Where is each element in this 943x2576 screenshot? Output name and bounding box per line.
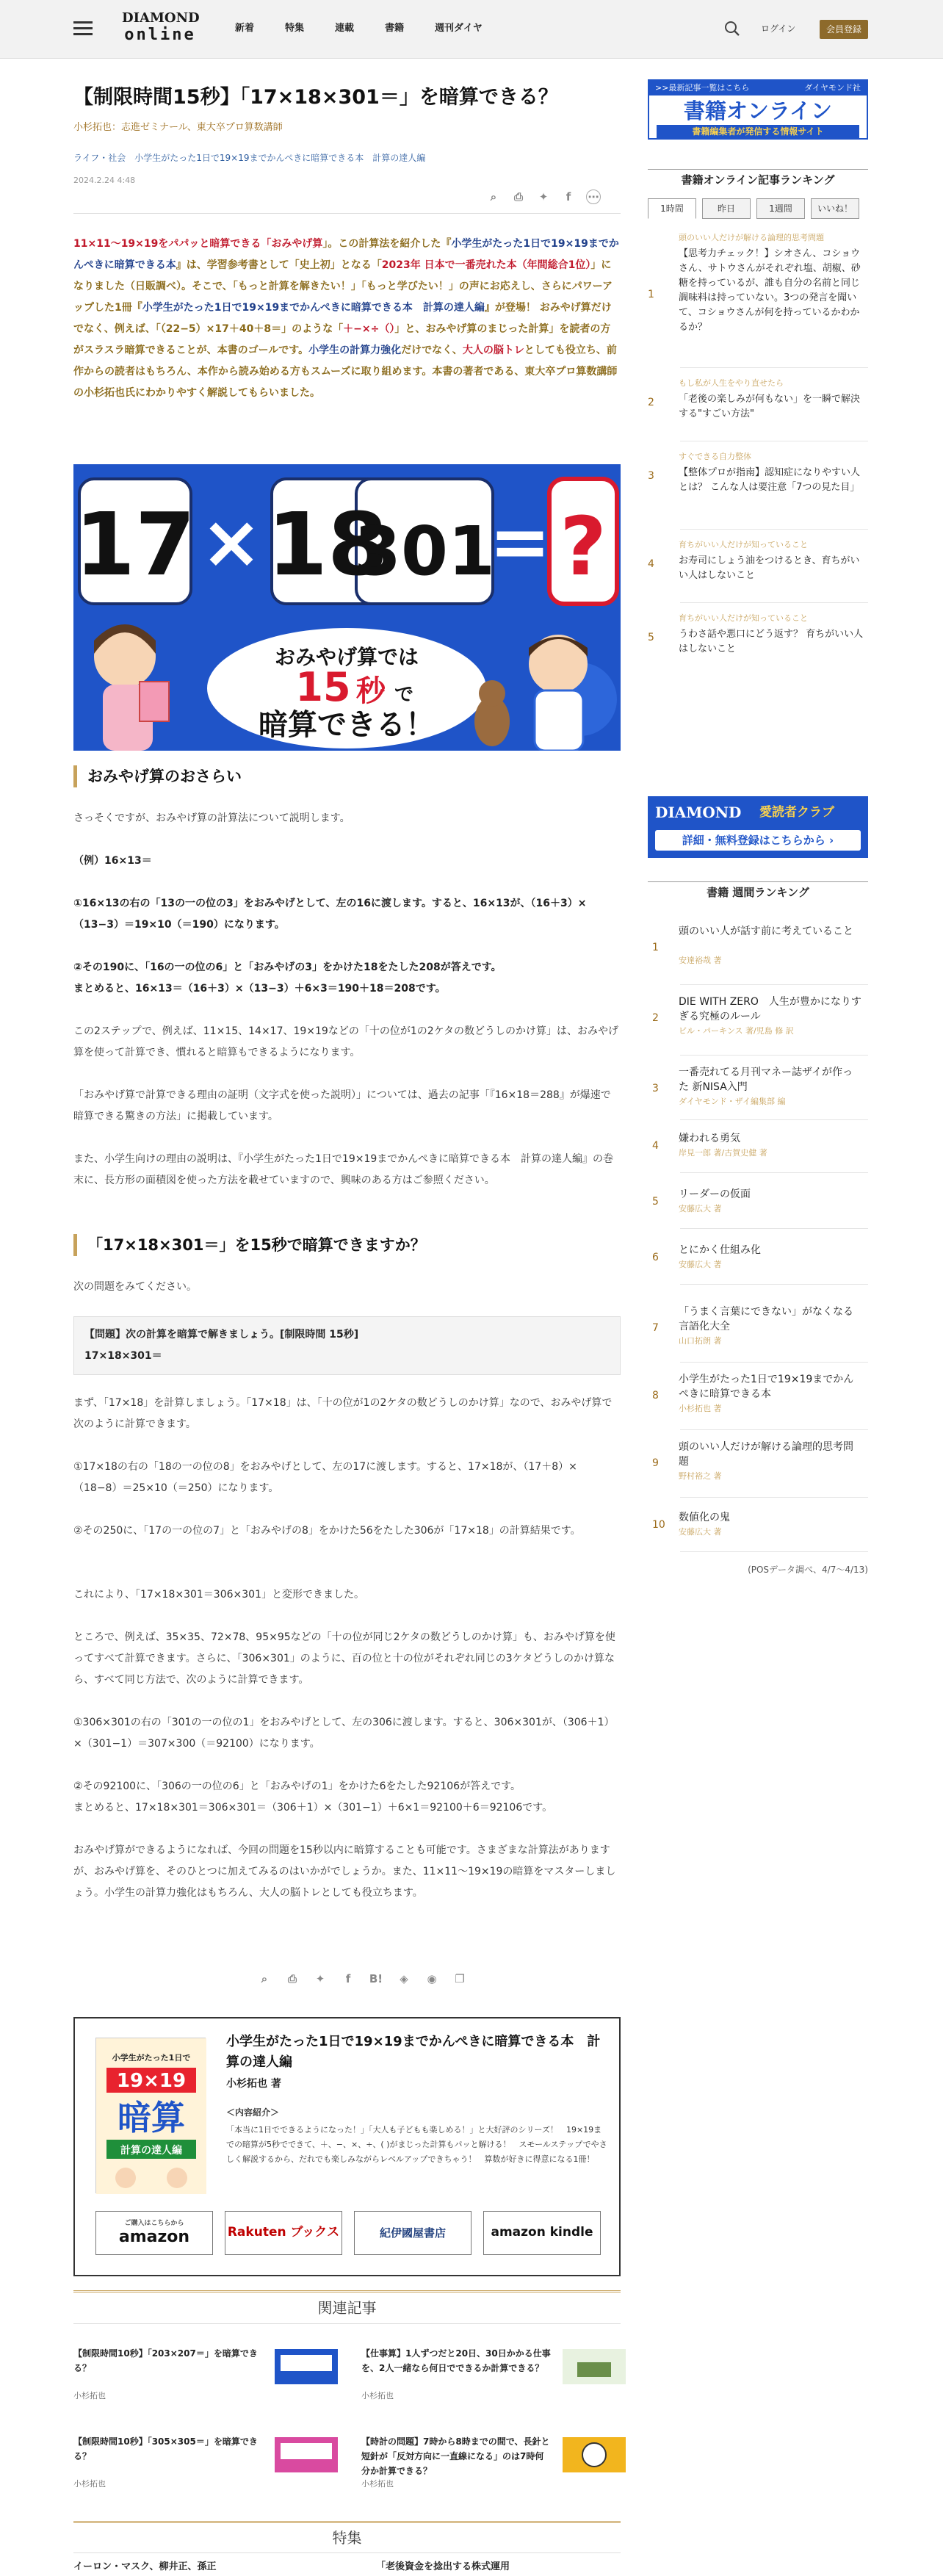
banner-top-link: >>最新記事一覧はこちら [655, 83, 750, 93]
paragraph: この2ステップで、例えば、11×15、14×17、19×19などの「十の位が1の2ケタの数どうしのかけ算」は、おみやげ算を使って計算でき、慣れると暗算もできるようになります。 [73, 1025, 618, 1058]
divider [680, 1362, 868, 1363]
item-title: 頭のいい人が話す前に考えていること [679, 926, 853, 937]
twitter-icon[interactable]: ✦ [538, 190, 549, 203]
nav-new[interactable]: 新着 [235, 23, 255, 34]
rank-number: 8 [652, 1390, 659, 1401]
site-logo[interactable]: DIAMOND online [122, 10, 200, 44]
book-author: 野村裕之 著 [679, 1471, 722, 1481]
item-title: 【整体プロが指南】認知症になりやすい人とは？ こんな人は要注意「7つの見た目」 [679, 467, 861, 493]
book-ranking-item[interactable] [648, 1187, 868, 1246]
step-3: ①306×301の右の「301の一の位の1」をおみやげとして、左の306に渡します。すると、306×301が、（306＋1）×（301−1）＝307×300（＝92100）になります。 [73, 1717, 615, 1750]
nav-features[interactable]: 特集 [285, 23, 305, 34]
divider [680, 1551, 868, 1552]
book-desc-heading: ＜内容紹介＞ [226, 2107, 280, 2118]
book-cover[interactable] [95, 2038, 206, 2193]
nav-series[interactable]: 連載 [335, 23, 355, 34]
nav-books[interactable]: 書籍 [385, 23, 405, 34]
ranking-item[interactable] [648, 539, 868, 591]
book-author: 安藤広大 著 [679, 1204, 722, 1213]
article-date: 2024.2.24 4:48 [73, 176, 136, 185]
books-online-banner[interactable] [648, 79, 868, 140]
store-rakuten[interactable]: Rakuten ブックス [225, 2211, 342, 2255]
paragraph: ところで、例えば、35×35、72×78、95×95などの「十の位が同じ2ケタの数どうしのかけ算」も、おみやげ算を使ってすべて計算できます。さらに、「306×301」のように、百の位と十の位がそれぞれ同じの3ケタどうしのかけ算なら、すべて同じ方法で、次のように計算できます。 [73, 1631, 615, 1686]
svg-text:×: × [200, 499, 262, 585]
divider [680, 1284, 868, 1285]
related-item[interactable]: 【時計の問題】7時から8時までの間で、長針と短針が「反対方向に一直線になる」のは7時何分か計算できる？ 小杉拓也 [361, 2434, 626, 2493]
share-bar-top [486, 190, 601, 204]
twitter-icon[interactable]: ✦ [315, 1971, 325, 1985]
book-title[interactable]: 小学生がたった1日で19×19までかんぺきに暗算できる本 計算の達人編 [226, 2034, 601, 2070]
lead-segment: ＋−×÷（） [343, 323, 395, 335]
feature-item[interactable]: 「老後資金を捻出する株式運用 [376, 2561, 510, 2572]
divider [680, 1497, 868, 1498]
problem-box [73, 1316, 621, 1375]
svg-text:19×19: 19×19 [116, 2070, 187, 2092]
rank-number: 3 [652, 1083, 659, 1094]
paragraph: まず、「17×18」を計算しましょう。「17×18」は、「十の位が1の2ケタの数どうしのかけ算」なので、おみやげ算で次のように計算できます。 [73, 1397, 613, 1430]
item-title: DIE WITH ZERO 人生が豊かになりすぎる究極のルール [679, 996, 861, 1022]
rank-number: 1 [652, 942, 659, 953]
svg-text:小学生がたった1日で: 小学生がたった1日で [112, 2053, 191, 2063]
feature-heading: 特集 [73, 2521, 621, 2553]
item-title: うわさ話や悪口にどう返す？ 育ちがいい人はしないこと [679, 629, 864, 654]
paragraph-proof-link[interactable]: 「おみやげ算で計算できる理由の証明（文字式を使った説明）」については、過去の記事「『16×18＝288』が爆速で暗算できる驚きの方法」に掲載しています。 [73, 1089, 611, 1122]
line-icon[interactable]: ◉ [427, 1971, 437, 1985]
related-thumbnail [275, 2349, 338, 2384]
item-title: 【思考力チェック！】シオさん、コショウさん、サトウさんがそれぞれ塩、胡椒、砂糖を持っているが、誰も自分の名前と同じ調味料は持っていない。3つの発言を聞いて、コショウさんが何を持っているかわかるか？ [679, 248, 861, 333]
book-author: 安藤広大 著 [679, 1527, 722, 1537]
banner-brand: ダイヤモンド社 [804, 83, 861, 93]
store-amazon[interactable]: ご購入はこちらから amazon [95, 2211, 213, 2255]
lead-segment: 11×11〜19×19をパパッと暗算できる「 [73, 238, 272, 250]
tab-yesterday[interactable]: 昨日 [702, 198, 751, 219]
login-link[interactable]: ログイン [761, 24, 796, 34]
lead-segment[interactable]: 小学生がたった1日で19×19までかんぺきに暗算できる本 [73, 238, 619, 271]
lead-segment: 」。この計算法を紹介した『 [322, 238, 452, 250]
step-2-summary: まとめると、16×13＝（16＋3）×（13−3）＋6×3＝190＋18＝208です。 [73, 983, 446, 995]
series-label: すぐできる自力整体 [679, 452, 751, 461]
item-title: 嫌われる勇気 [679, 1133, 740, 1144]
section-heading-review: おみやげ算のおさらい [73, 765, 621, 787]
item-title: 一番売れてる月刊マネー誌ザイが作った 新NISA入門 [679, 1067, 853, 1093]
rank-number: 2 [648, 397, 654, 408]
nav-weekly[interactable]: 週刊ダイヤ [435, 23, 483, 34]
related-thumbnail [563, 2437, 626, 2472]
facebook-icon[interactable]: f [345, 1971, 351, 1985]
svg-text:計算の達人編: 計算の達人編 [120, 2145, 182, 2157]
item-title: 頭のいい人だけが解ける論理的思考問題 [679, 1441, 853, 1468]
hero-caption1: おみやげ算では [274, 645, 419, 669]
store-kindle[interactable]: amazon kindle [483, 2211, 601, 2255]
book-author: ビル・パーキンス 著/児島 修 訳 [679, 1026, 794, 1036]
clip-icon[interactable]: ⌕ [490, 190, 497, 203]
hero-caption3: 暗算できる！ [259, 708, 435, 742]
related-item[interactable]: 【仕事算】1人ずつだと20日、30日かかる仕事を、2人一緒なら何日でできるか計算できる？ 小杉拓也 [361, 2346, 626, 2405]
lead-segment[interactable]: 小学生がたった1日で19×19までかんぺきに暗算できる本 計算の達人編 [142, 302, 485, 314]
author-line[interactable]: 小杉拓也：志進ゼミナール、東大卒プロ算数講師 [73, 122, 283, 133]
section-heading-problem: 「17×18×301＝」を15秒で暗算できますか？ [73, 1234, 621, 1256]
step-4: ②その92100に、「306の一の位の6」と「おみやげの1」をかけた6をたした92106が答えです。 [73, 1781, 521, 1792]
rank-number: 10 [652, 1519, 665, 1531]
club-title: 愛読者クラブ [759, 805, 834, 820]
lead-segment: 2023年 日本で一番売れた本（年間総合1位） [381, 259, 591, 271]
tab-1hour[interactable]: 1時間 [648, 198, 696, 219]
series-label: 育ちがいい人だけが知っていること [679, 540, 808, 549]
book-author: 岸見一郎 著/古賀史健 著 [679, 1148, 767, 1158]
facebook-icon[interactable]: f [566, 190, 571, 203]
book-ranking-item[interactable] [648, 995, 868, 1053]
rank-number: 7 [652, 1322, 659, 1334]
divider [680, 1172, 868, 1173]
divider [680, 367, 868, 368]
divider [680, 1119, 868, 1120]
pos-data-note: (POSデータ調べ、4/7〜4/13) [748, 1565, 868, 1575]
book-author: ダイヤモンド・ザイ編集部 編 [679, 1097, 786, 1106]
problem-statement: 【問題】次の計算を暗算で解きましょう。[制限時間 15秒] [84, 1329, 359, 1341]
lead-segment: としても役立ち、前作からの読者はもちろん、本作から読み始める方もスムーズに取り組めます。本書の著者である、東大卒プロ算数講師の小杉拓也氏にわかりやすく解説してもらいました。 [73, 344, 618, 399]
hero-num3: 301 [353, 512, 496, 591]
ranking-item[interactable] [648, 232, 868, 357]
club-brand: DIAMOND [655, 804, 742, 821]
book-ranking-item[interactable] [648, 1305, 868, 1363]
related-item[interactable]: 【制限時間10秒】「203×207＝」を暗算できる？ 小杉拓也 [73, 2346, 338, 2405]
related-thumbnail [275, 2437, 338, 2472]
book-ranking-heading: 書籍 週間ランキング [648, 881, 868, 903]
site-header [0, 0, 943, 59]
related-item[interactable]: 【制限時間10秒】「305×305＝」を暗算できる？ 小杉拓也 [73, 2434, 338, 2493]
copy-icon[interactable]: ❐ [455, 1971, 465, 1985]
club-register-link: 詳細・無料登録はこちらから › [655, 830, 861, 851]
lead-segment: 』は、学習参考書として「史上初」となる「 [176, 259, 382, 271]
book-author: 安藤広大 著 [679, 1260, 722, 1269]
lead-segment: 』が登場！ おみやげ算だけでなく、例えば、「（22−5）×17＋40＋8＝」のような「 [73, 302, 612, 335]
related-heading: 関連記事 [73, 2290, 621, 2324]
paragraph: 次の問題をみてください。 [73, 1281, 197, 1293]
ranking-heading: 書籍オンライン記事ランキング [648, 169, 868, 190]
book-author: 安達裕哉 著 [679, 956, 722, 965]
paragraph: さっそくですが、おみやげ算の計算法について説明します。 [73, 812, 350, 824]
hero-num1: 17 [74, 494, 196, 595]
item-title: 「老後の楽しみが何もない」を一瞬で解決する"すごい方法" [679, 394, 861, 419]
lead-segment[interactable]: 小学生の計算力強化 [308, 344, 402, 356]
rank-number: 4 [652, 1140, 659, 1152]
lead-segment: おみやげ算 [271, 238, 323, 250]
book-ranking-item[interactable] [648, 1131, 868, 1190]
book-promo [73, 2017, 621, 2276]
lead-segment: 大人の脳トレ [462, 344, 524, 356]
lead-segment: 」と、おみやげ算のまじった計算」を読者の方がスラスラ暗算できることが、本書のゴールです。 [73, 323, 611, 356]
rank-number: 9 [652, 1457, 659, 1469]
problem-expression: 17×18×301＝ [84, 1350, 162, 1362]
rank-number: 4 [648, 558, 654, 570]
item-title: 小学生がたった1日で19×19までかんぺきに暗算できる本 [679, 1374, 854, 1400]
hero-caption-num: 15 [295, 664, 351, 710]
rank-number: 1 [648, 289, 654, 300]
step-4-summary: まとめると、17×18×301＝306×301＝（306＋1）×（301−1）＋6×1＝92100＋6＝92106です。 [73, 1802, 553, 1814]
hatena-icon[interactable]: B! [369, 1971, 383, 1985]
main-nav [235, 21, 501, 37]
search-icon[interactable] [724, 21, 740, 37]
clip-icon[interactable]: ⌕ [261, 1971, 268, 1985]
divider [680, 529, 868, 530]
feature-item[interactable]: イーロン・マスク、柳井正、孫正 [73, 2561, 217, 2572]
reader-club-banner[interactable] [648, 796, 868, 858]
menu-icon[interactable] [73, 21, 93, 36]
book-ranking-item[interactable] [648, 1372, 868, 1431]
item-title: リーダーの仮面 [679, 1188, 751, 1200]
example-label: （例）16×13＝ [73, 855, 152, 867]
lead-segment: 」になりました（日販調べ）。そこで、「もっと計算を解きたい！」「もっと学びたい！」の声にお応えし、さらにパワーアップした1冊『 [73, 259, 613, 314]
book-author: 山口拓朗 著 [679, 1336, 722, 1346]
item-title: 数値化の鬼 [679, 1512, 730, 1523]
ranking-item[interactable] [648, 613, 868, 664]
rank-number: 5 [648, 632, 654, 643]
article-lead [73, 234, 621, 404]
item-title: 「うまく言葉にできない」がなくなる 言語化大全 [679, 1306, 853, 1332]
share-bar-bottom [257, 1971, 467, 1986]
hero-question: ? [560, 499, 607, 594]
rank-number: 5 [652, 1196, 659, 1208]
book-description: 「本当に1日でできるようになった！」「大人も子どもも楽しめる！」と大好評のシリーズ！ 19×19までの暗算が5秒でできて、＋、−、×、÷、( )がまじった計算もパッと解ける！ スモールステップでやさしく解説するから、だれでも楽しみながらレベルアップできちゃう！ 算数が好きに得意になる1冊！ [226, 2125, 607, 2164]
banner-subtitle: 書籍編集者が発信する情報サイト [657, 125, 859, 138]
banner-title: 書籍オンライン [683, 98, 833, 123]
item-title: お寿司にしょう油をつけるとき、育ちがいい人はしないこと [679, 555, 860, 581]
book-ranking-item[interactable] [648, 924, 868, 983]
svg-text:=: = [489, 499, 551, 585]
divider [680, 1228, 868, 1229]
print-icon[interactable]: ⎙ [513, 190, 523, 203]
lead-segment: だけでなく、 [401, 344, 463, 356]
rank-number: 3 [648, 470, 654, 482]
series-label: もし私が人生をやり直せたら [679, 378, 784, 388]
step-1: ①16×13の右の「13の一の位の3」をおみやげとして、左の16に渡します。すると、16×13が、（16＋3）×（13−3）＝19×10（＝190）になります。 [73, 898, 587, 931]
step-2: ②その190に、「16の一の位の6」と「おみやげの3」をかけた18をたした208が答えです。 [73, 962, 502, 973]
paragraph-conclusion: おみやげ算ができるようになれば、今回の問題を15秒以内に暗算することも可能です。さまざまな計算法がありますが、おみやげ算を、そのひとつに加えてみるのはいかがでしょうか。また、11×11〜19×19の暗算をマスターしましょう。小学生の計算力強化はもちろん、大人の脳トレとしても役立ちます。 [73, 1844, 616, 1899]
series-label: 頭のいい人だけが解ける論理的思考問題 [679, 233, 824, 242]
hero-image [73, 464, 621, 751]
tab-1week[interactable]: 1週間 [756, 198, 805, 219]
divider [73, 213, 621, 214]
pocket-icon[interactable]: ◈ [400, 1971, 408, 1985]
article-title: 【制限時間15秒】「17×18×301＝」を暗算できる？ [73, 86, 558, 109]
item-title: とにかく仕組み化 [679, 1244, 761, 1256]
divider [680, 984, 868, 985]
divider [680, 1055, 868, 1056]
book-ranking-item[interactable] [648, 1065, 868, 1124]
hero-caption-tail: で [394, 684, 414, 706]
register-button[interactable]: 会員登録 [820, 20, 868, 39]
book-cover-art [96, 2038, 206, 2194]
ranking-tabs [648, 198, 865, 219]
rank-number: 2 [652, 1012, 659, 1024]
ranking-item[interactable] [648, 451, 868, 502]
step-1: ①17×18の右の「18の一の位の8」をおみやげとして、左の17に渡します。すると、17×18が、（17＋8）×（18−8）＝25×10（＝250）になります。 [73, 1461, 577, 1494]
hero-illustration [73, 464, 621, 751]
series-label: 育ちがいい人だけが知っていること [679, 613, 808, 623]
hero-caption-unit: 秒 [356, 674, 386, 708]
more-icon[interactable]: ⋯ [586, 190, 601, 204]
paragraph: これにより、「17×18×301＝306×301」と変形できました。 [73, 1589, 364, 1601]
book-ranking-item[interactable] [648, 1440, 868, 1498]
rank-number: 6 [652, 1252, 659, 1263]
book-ranking-item[interactable] [648, 1510, 868, 1569]
article-categories[interactable]: ライフ・社会 小学生がたった1日で19×19までかんぺきに暗算できる本 計算の達人編 [73, 153, 426, 163]
related-thumbnail [563, 2349, 626, 2384]
step-2: ②その250に、「17の一の位の7」と「おみやげの8」をかけた56をたした306が「17×18」の計算結果です。 [73, 1525, 581, 1537]
book-ranking-item[interactable] [648, 1243, 868, 1302]
book-author: 小杉拓也 著 [679, 1404, 722, 1413]
paragraph: また、小学生向けの理由の説明は、『小学生がたった1日で19×19までかんぺきに暗算できる本 計算の達人編』の巻末に、長方形の面積図を使った方法を載せていますので、興味のある方はご参照ください。 [73, 1153, 613, 1186]
divider [680, 602, 868, 603]
ranking-item[interactable] [648, 378, 868, 429]
hero-num2: 18 [267, 494, 389, 595]
book-author: 小杉拓也 著 [226, 2078, 281, 2090]
store-kinokuniya[interactable]: 紀伊國屋書店 [354, 2211, 472, 2255]
tab-likes[interactable]: いいね！ [811, 198, 859, 219]
print-icon[interactable]: ⎙ [287, 1971, 297, 1985]
svg-text:暗算: 暗算 [118, 2098, 185, 2137]
divider [680, 1429, 868, 1430]
